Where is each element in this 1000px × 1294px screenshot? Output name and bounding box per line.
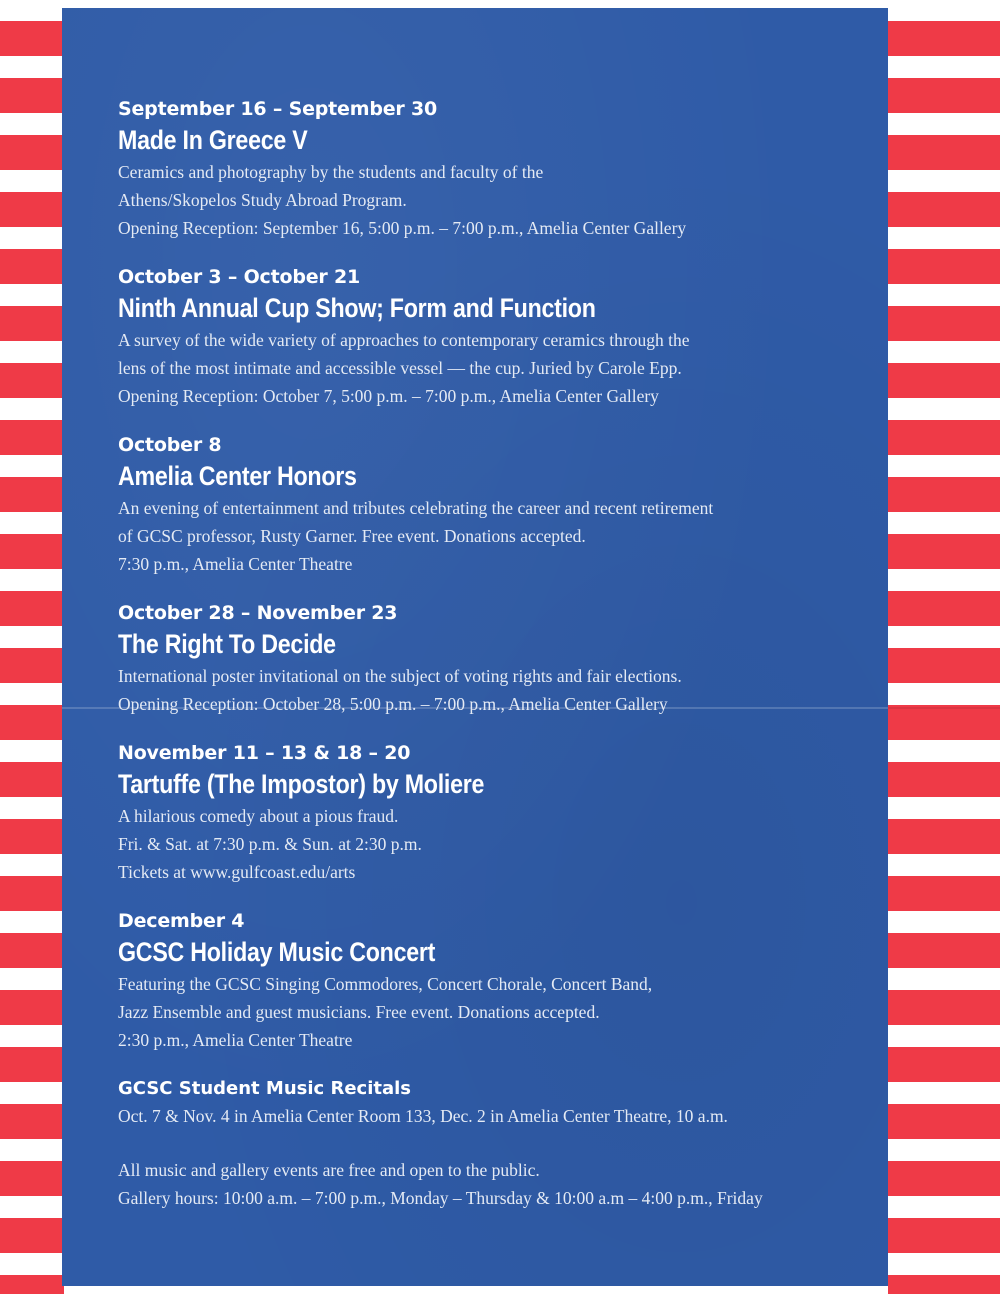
gallery-hours-line: Gallery hours: 10:00 a.m. – 7:00 p.m., Monday – Thursday & 10:00 a.m – 4:00 p.m., Friday [118, 1188, 763, 1208]
event-date: November 11 – 13 & 18 – 20 [118, 742, 411, 764]
event-date: September 16 – September 30 [118, 98, 438, 120]
event-description [118, 326, 838, 410]
event-description [118, 970, 838, 1054]
event-description-line: Ceramics and photography by the students and faculty of the [118, 162, 544, 182]
event-title: Tartuffe (The Impostor) by Moliere [118, 769, 485, 799]
event-description-line: Featuring the GCSC Singing Commodores, Concert Chorale, Concert Band, [118, 974, 653, 994]
event-date: December 4 [118, 910, 245, 932]
event-description-line: An evening of entertainment and tributes celebrating the career and recent retirement [118, 498, 714, 518]
event-description-line: A hilarious comedy about a pious fraud. [118, 806, 399, 826]
event-holiday-concert [118, 908, 838, 1054]
event-description-line: Opening Reception: October 28, 5:00 p.m. – 7:00 p.m., Amelia Center Gallery [118, 694, 668, 714]
event-description-line: of GCSC professor, Rusty Garner. Free event. Donations accepted. [118, 526, 586, 546]
event-title: Amelia Center Honors [118, 461, 357, 491]
event-description-line: 2:30 p.m., Amelia Center Theatre [118, 1030, 353, 1050]
paper-fold-line-right [888, 707, 1000, 709]
recitals-line: Oct. 7 & Nov. 4 in Amelia Center Room 133, Dec. 2 in Amelia Center Theatre, 10 a.m. [118, 1106, 728, 1126]
student-recitals [118, 1076, 838, 1130]
event-date: October 3 – October 21 [118, 266, 361, 288]
event-description [118, 802, 838, 886]
event-amelia-center-honors [118, 432, 838, 578]
event-cup-show [118, 264, 838, 410]
event-title: GCSC Holiday Music Concert [118, 937, 436, 967]
event-description-line: Tickets at www.gulfcoast.edu/arts [118, 862, 356, 882]
event-title: Ninth Annual Cup Show; Form and Function [118, 293, 596, 323]
recitals-description [118, 1102, 838, 1130]
event-description-line: Fri. & Sat. at 7:30 p.m. & Sun. at 2:30 p.m. [118, 834, 422, 854]
event-description-line: Opening Reception: September 16, 5:00 p.m. – 7:00 p.m., Amelia Center Gallery [118, 218, 687, 238]
event-right-to-decide [118, 600, 838, 718]
event-description-line: 7:30 p.m., Amelia Center Theatre [118, 554, 353, 574]
event-title: Made In Greece V [118, 125, 308, 155]
event-description-line: A survey of the wide variety of approaches to contemporary ceramics through the [118, 330, 690, 350]
recitals-heading: GCSC Student Music Recitals [118, 1078, 412, 1099]
event-description-line: Jazz Ensemble and guest musicians. Free event. Donations accepted. [118, 1002, 600, 1022]
event-date: October 8 [118, 434, 222, 456]
events-listing [118, 96, 838, 1212]
event-description [118, 494, 838, 578]
event-description [118, 158, 838, 242]
right-stripe-border [888, 0, 1000, 1294]
event-description [118, 662, 838, 718]
footer-line: All music and gallery events are free and open to the public. [118, 1160, 540, 1180]
event-tartuffe [118, 740, 838, 886]
event-date: October 28 – November 23 [118, 602, 398, 624]
event-description-line: lens of the most intimate and accessible vessel — the cup. Juried by Carole Epp. [118, 358, 682, 378]
footer-info [118, 1156, 838, 1212]
left-stripe-border [0, 0, 64, 1294]
event-title: The Right To Decide [118, 629, 336, 659]
event-description-line: Athens/Skopelos Study Abroad Program. [118, 190, 407, 210]
event-description-line: International poster invitational on the subject of voting rights and fair elections. [118, 666, 682, 686]
event-made-in-greece [118, 96, 838, 242]
event-description-line: Opening Reception: October 7, 5:00 p.m. – 7:00 p.m., Amelia Center Gallery [118, 386, 659, 406]
